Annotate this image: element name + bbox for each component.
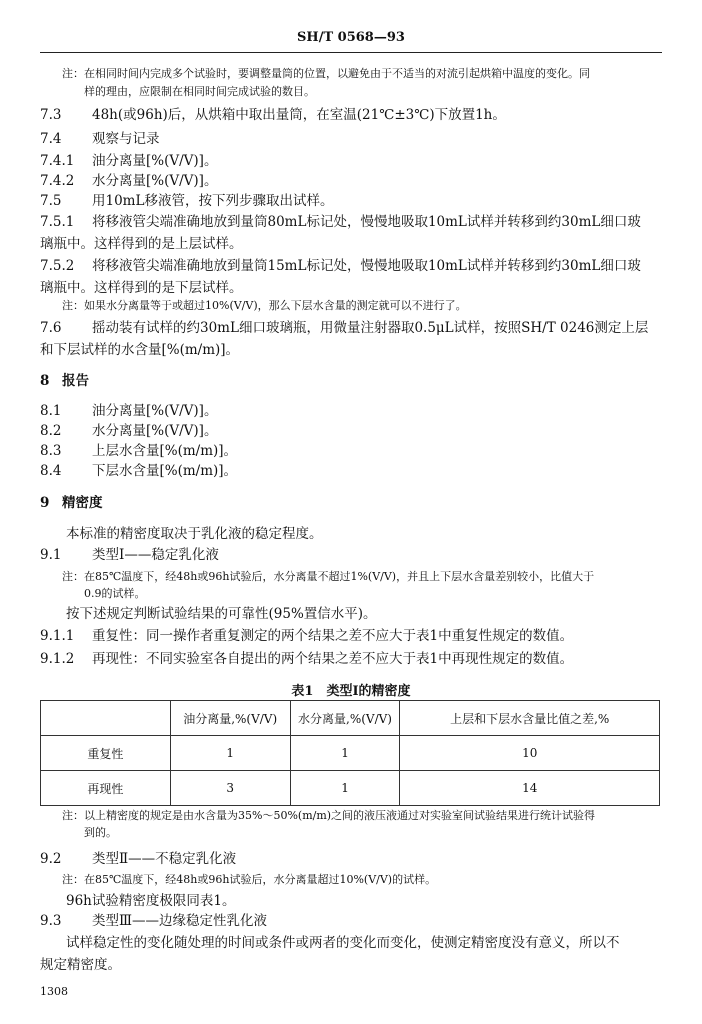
clause-9-2-text: 96h试验精密度极限同表1。 <box>66 893 236 909</box>
clause-number: 7.3 <box>40 107 62 123</box>
section-number: 8 <box>40 373 50 389</box>
clause-number: 7.6 <box>40 320 62 336</box>
table-header-cell: 油分离量,%(V/V) <box>170 701 290 736</box>
clause-number: 9.1 <box>40 547 62 563</box>
table-header-cell: 上层和下层水含量比值之差,% <box>400 701 660 736</box>
clause-7-4-1 <box>40 152 217 170</box>
clause-9-1-2 <box>40 650 573 668</box>
clause-number: 8.4 <box>40 463 62 479</box>
clause-9-1-1 <box>40 627 573 645</box>
table-cell: 14 <box>400 771 660 806</box>
standard-code-header: SH/T 0568—93 <box>297 30 405 45</box>
clause-number: 9.1.2 <box>40 651 75 667</box>
clause-text: 摇动装有试样的约30mL细口玻璃瓶，用微量注射器取0.5μL试样，按照SH/T 0246测定上层 <box>92 320 649 336</box>
clause-continuation: 璃瓶中。这样得到的是下层试样。 <box>40 280 243 296</box>
note-line: 注：在相同时间内完成多个试验时，要调整量筒的位置，以避免由于不适当的对流引起烘箱中温度的变化。同 <box>62 67 590 80</box>
clause-text: 水分离量[%(V/V)]。 <box>92 423 218 439</box>
section-title: 精密度 <box>62 495 103 511</box>
clause-continuation: 璃瓶中。这样得到的是上层试样。 <box>40 236 243 252</box>
clause-text: 用10mL移液管，按下列步骤取出试样。 <box>92 193 334 209</box>
table-cell: 1 <box>290 736 400 771</box>
table-cell: 1 <box>170 736 290 771</box>
note-line: 注：如果水分离量等于或超过10%(V/V)，那么下层水含量的测定就可以不进行了。 <box>62 299 467 312</box>
clause-8-4 <box>40 462 237 480</box>
clause-text: 类型Ⅱ——不稳定乳化液 <box>92 851 237 867</box>
clause-number: 7.5.2 <box>40 258 75 274</box>
note-line: 注：在85℃温度下，经48h或96h试验后，水分离量超过10%(V/V)的试样。 <box>62 873 437 886</box>
clause-number: 7.4 <box>40 131 62 147</box>
clause-text: 重复性：同一操作者重复测定的两个结果之差不应大于表1中重复性规定的数值。 <box>92 628 574 644</box>
clause-text: 上层水含量[%(m/m)]。 <box>92 443 238 459</box>
clause-8-3 <box>40 442 237 460</box>
note-line: 0.9的试样。 <box>84 587 146 600</box>
note-line: 到的。 <box>84 826 117 839</box>
table-cell: 重复性 <box>41 736 171 771</box>
page-number: 1308 <box>40 985 68 998</box>
table-cell: 再现性 <box>41 771 171 806</box>
clause-9-3 <box>40 912 267 930</box>
table-row <box>41 736 660 771</box>
section-title: 报告 <box>62 373 89 389</box>
clause-text: 观察与记录 <box>92 131 160 147</box>
clause-8-1 <box>40 402 217 420</box>
table-cell: 3 <box>170 771 290 806</box>
clause-text: 类型Ⅰ——稳定乳化液 <box>92 547 219 563</box>
section-number: 9 <box>40 495 50 511</box>
clause-7-6 <box>40 319 648 337</box>
table-header-row <box>41 701 660 736</box>
clause-continuation: 和下层试样的水含量[%(m/m)]。 <box>40 342 240 358</box>
table-cell: 10 <box>400 736 660 771</box>
clause-text: 将移液管尖端准确地放到量筒15mL标记处，慢慢地吸取10mL试样并转移到约30mL细口玻 <box>92 258 641 274</box>
clause-number: 7.4.2 <box>40 173 75 189</box>
table-caption: 表1 类型Ⅰ的精密度 <box>291 684 411 699</box>
clause-7-3 <box>40 106 506 124</box>
clause-number: 9.2 <box>40 851 62 867</box>
clause-text: 下层水含量[%(m/m)]。 <box>92 463 238 479</box>
clause-8-2 <box>40 422 217 440</box>
clause-7-4-2 <box>40 172 217 190</box>
clause-number: 8.2 <box>40 423 62 439</box>
clause-7-4 <box>40 130 160 148</box>
clause-9-1-intro: 按下述规定判断试验结果的可靠性(95%置信水平)。 <box>66 606 377 622</box>
precision-table <box>40 700 660 806</box>
clause-number: 7.4.1 <box>40 153 75 169</box>
clause-9-1 <box>40 546 219 564</box>
clause-text: 将移液管尖端准确地放到量筒80mL标记处，慢慢地吸取10mL试样并转移到约30mL细口玻 <box>92 214 641 230</box>
clause-text: 48h(或96h)后，从烘箱中取出量筒，在室温(21℃±3℃)下放置1h。 <box>92 107 506 123</box>
clause-number: 9.3 <box>40 913 62 929</box>
clause-text: 水分离量[%(V/V)]。 <box>92 173 218 189</box>
table-header-cell <box>41 701 171 736</box>
clause-7-5-2 <box>40 257 641 275</box>
clause-number: 8.1 <box>40 403 62 419</box>
table-header-cell: 水分离量,%(V/V) <box>290 701 400 736</box>
note-line: 注：在85℃温度下，经48h或96h试验后，水分离量不超过1%(V/V)，并且上下层水含量差别较小，比值大于 <box>62 570 595 583</box>
note-line: 注：以上精密度的规定是由水含量为35%～50%(m/m)之间的液压液通过对实验室间试验结果进行统计试验得 <box>62 809 596 822</box>
section-9-intro: 本标准的精密度取决于乳化液的稳定程度。 <box>66 526 323 542</box>
clause-number: 7.5.1 <box>40 214 75 230</box>
section-9-heading <box>40 494 103 512</box>
clause-number: 9.1.1 <box>40 628 75 644</box>
clause-9-2 <box>40 850 236 868</box>
clause-text: 再现性：不同实验室各自提出的两个结果之差不应大于表1中再现性规定的数值。 <box>92 651 574 667</box>
clause-number: 7.5 <box>40 193 62 209</box>
clause-text: 油分离量[%(V/V)]。 <box>92 153 218 169</box>
section-8-heading <box>40 372 89 390</box>
table-row <box>41 771 660 806</box>
clause-number: 8.3 <box>40 443 62 459</box>
header-rule <box>40 52 662 53</box>
clause-text: 类型Ⅲ——边缘稳定性乳化液 <box>92 913 268 929</box>
clause-9-3-text: 试样稳定性的变化随处理的时间或条件或两者的变化而变化，使测定精密度没有意义，所以不 <box>66 935 620 951</box>
clause-text: 油分离量[%(V/V)]。 <box>92 403 218 419</box>
note-line: 样的理由，应限制在相同时间完成试验的数目。 <box>84 85 315 98</box>
clause-7-5-1 <box>40 213 641 231</box>
table-cell: 1 <box>290 771 400 806</box>
clause-continuation: 规定精密度。 <box>40 957 121 973</box>
clause-7-5 <box>40 192 333 210</box>
